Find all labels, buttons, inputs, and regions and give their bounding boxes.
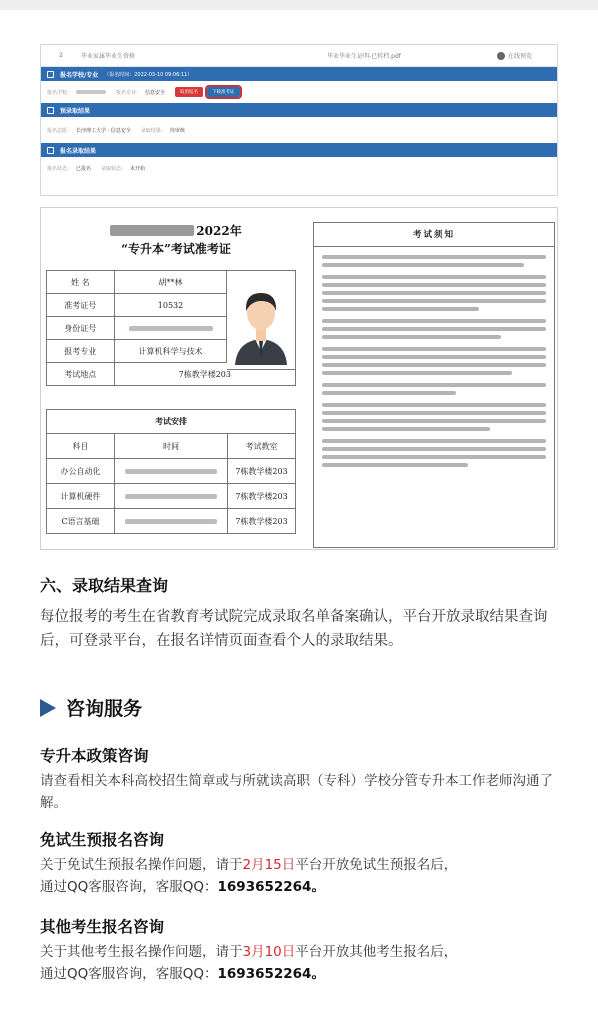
section-bar-admission-result: 报名录取结果	[41, 143, 557, 157]
other-consult-heading: 其他考生报名咨询	[40, 918, 165, 936]
notes-title: 考试须知	[314, 223, 554, 247]
file-row-number: 2	[59, 52, 63, 59]
exempt-consult-text: 关于免试生预报名操作问题，请于2月15日平台开放免试生预报名后， 通过QQ客服咨询，客服QQ：1693652264。	[40, 857, 458, 895]
table-row: 报考专业 计算机科学与技术	[47, 340, 296, 363]
other-date: 3月10日	[242, 944, 296, 960]
section-bar-pre-admission: 预录取结果	[41, 103, 557, 117]
admission-ticket-screenshot	[40, 207, 558, 550]
schedule-title: 考试安排	[47, 410, 296, 434]
exam-notes-panel	[313, 222, 555, 548]
table-row: 计算机硬件 7栋教学楼203	[47, 484, 296, 509]
blurred-school	[76, 90, 106, 94]
blurred-university	[110, 225, 194, 236]
file-row-name: 毕业家属毕业生资格	[81, 53, 136, 60]
admission-status-row: 报名状态： 已报名 录取状态： 未开始	[47, 165, 146, 172]
school-icon	[47, 71, 54, 78]
policy-consult-heading: 专升本政策咨询	[40, 747, 149, 765]
table-row: 考试地点 7栋教学楼203	[47, 363, 296, 386]
preview-icon	[497, 52, 505, 60]
portal-screenshot	[40, 44, 558, 196]
cancel-registration-button[interactable]: 取消报名	[175, 87, 203, 97]
triangle-arrow-icon	[40, 699, 56, 717]
exempt-date: 2月15日	[242, 857, 296, 873]
qq-number[interactable]: 1693652264。	[217, 966, 325, 982]
candidate-photo	[227, 270, 296, 370]
other-consult-text: 关于其他考生报名操作问题，请于3月10日平台开放其他考生报名后， 通过QQ客服咨询，客服QQ：1693652264。	[40, 944, 458, 982]
table-header-row: 科目 时间 考试教室	[47, 434, 296, 459]
preview-button[interactable]: 在线预览	[497, 51, 557, 60]
section-heading-admission-query: 六、录取结果查询	[40, 576, 169, 595]
admission-query-paragraph: 每位报考的考生在省教育考试院完成录取名单备案确认，平台开放录取结果查询后，可登录平台，在报名详情页面查看个人的录取结果。	[40, 609, 548, 649]
qq-number[interactable]: 1693652264。	[217, 879, 325, 895]
section-bar-school: 报名学校/专业 （报名时间：2022-03-10 09:06:11）	[41, 67, 557, 81]
table-row: 身份证号	[47, 317, 296, 340]
file-row	[41, 45, 557, 67]
file-link[interactable]: 毕业毕业生证明-已转档.pdf	[327, 53, 401, 60]
school-row: 报名学校： 报名专业： 信息安全 取消报名 下载准考证	[41, 81, 557, 103]
pre-admission-row: 报名志愿： 长沙理工大学 · 信息安全 录取结果： 待审核	[47, 127, 185, 134]
avatar-icon	[227, 271, 295, 370]
table-row: 办公自动化 7栋教学楼203	[47, 459, 296, 484]
consult-service-heading: 咨询服务	[40, 694, 142, 721]
download-ticket-button[interactable]: 下载准考证	[207, 87, 240, 97]
blurred-id	[129, 326, 213, 331]
top-bar	[0, 0, 598, 10]
result-icon	[47, 107, 54, 114]
exam-schedule-table	[46, 409, 296, 534]
list-icon	[47, 147, 54, 154]
ticket-title: 2022年 “专升本”考试准考证	[41, 222, 311, 258]
table-row: 准考证号 10532	[47, 294, 296, 317]
policy-consult-text: 请查看相关本科高校招生简章或与所就读高职（专科）学校分管专升本工作老师沟通了解。	[40, 773, 553, 811]
table-row: C语言基础 7栋教学楼203	[47, 509, 296, 534]
table-row: 姓 名 胡**林	[47, 271, 296, 294]
exempt-consult-heading: 免试生预报名咨询	[40, 831, 165, 849]
